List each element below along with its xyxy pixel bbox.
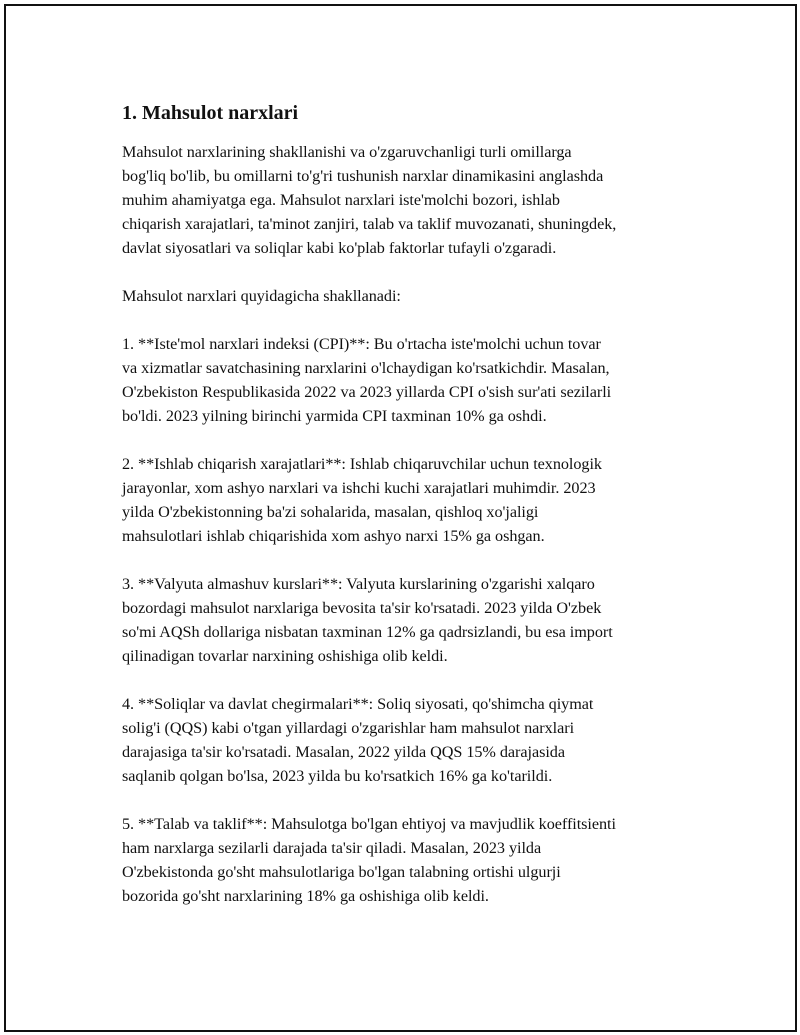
paragraph <box>122 284 702 308</box>
paragraph-line: Mahsulot narxlarining shakllanishi va o'zgaruvchanligi turli omillarga <box>122 143 572 161</box>
paragraph-line: mahsulotlari ishlab chiqarishida xom ashyo narxi 15% ga oshgan. <box>122 527 545 545</box>
paragraph-line: bo'ldi. 2023 yilning birinchi yarmida CPI taxminan 10% ga oshdi. <box>122 407 547 425</box>
paragraph-line: jarayonlar, xom ashyo narxlari va ishchi kuchi xarajatlari muhimdir. 2023 <box>122 479 596 497</box>
paragraph-line: saqlanib qolgan bo'lsa, 2023 yilda bu ko'rsatkich 16% ga ko'tarildi. <box>122 767 553 785</box>
document-body <box>122 99 702 932</box>
paragraph-list <box>122 140 702 908</box>
paragraph-line: solig'i (QQS) kabi o'tgan yillardagi o'zgarishlar ham mahsulot narxlari <box>122 719 575 737</box>
paragraph-line: 1. **Iste'mol narxlari indeksi (CPI)**: Bu o'rtacha iste'molchi uchun tovar <box>122 335 601 353</box>
paragraph <box>122 692 702 788</box>
paragraph-line: bozorida go'sht narxlarining 18% ga oshishiga olib keldi. <box>122 887 489 905</box>
paragraph <box>122 140 702 260</box>
paragraph-line: 4. **Soliqlar va davlat chegirmalari**: Soliq siyosati, qo'shimcha qiymat <box>122 695 594 713</box>
paragraph-line: 3. **Valyuta almashuv kurslari**: Valyuta kurslarining o'zgarishi xalqaro <box>122 575 595 593</box>
paragraph-line: yilda O'zbekistonning ba'zi sohalarida, masalan, qishloq xo'jaligi <box>122 503 539 521</box>
paragraph-line: va xizmatlar savatchasining narxlarini o'lchaydigan ko'rsatkichdir. Masalan, <box>122 359 610 377</box>
paragraph-line: qilinadigan tovarlar narxining oshishiga olib keldi. <box>122 647 448 665</box>
paragraph-line: chiqarish xarajatlari, ta'minot zanjiri, talab va taklif muvozanati, shuningdek, <box>122 215 617 233</box>
paragraph-line: Mahsulot narxlari quyidagicha shakllanadi: <box>122 287 401 305</box>
paragraph-line: 2. **Ishlab chiqarish xarajatlari**: Ishlab chiqaruvchilar uchun texnologik <box>122 455 602 473</box>
paragraph-line: ham narxlarga sezilarli darajada ta'sir qiladi. Masalan, 2023 yilda <box>122 839 542 857</box>
paragraph <box>122 572 702 668</box>
paragraph-line: so'mi AQSh dollariga nisbatan taxminan 12% ga qadrsizlandi, bu esa import <box>122 623 613 641</box>
paragraph <box>122 452 702 548</box>
paragraph-line: bog'liq bo'lib, bu omillarni to'g'ri tushunish narxlar dinamikasini anglashda <box>122 167 604 185</box>
section-heading: 1. Mahsulot narxlari <box>122 102 299 124</box>
paragraph-line: muhim ahamiyatga ega. Mahsulot narxlari iste'molchi bozori, ishlab <box>122 191 560 209</box>
paragraph <box>122 332 702 428</box>
paragraph-line: davlat siyosatlari va soliqlar kabi ko'plab faktorlar tufayli o'zgaradi. <box>122 239 557 257</box>
paragraph-line: bozordagi mahsulot narxlariga bevosita ta'sir ko'rsatadi. 2023 yilda O'zbek <box>122 599 602 617</box>
paragraph <box>122 812 702 908</box>
paragraph-line: O'zbekiston Respublikasida 2022 va 2023 yillarda CPI o'sish sur'ati sezilarli <box>122 383 612 401</box>
page-frame <box>4 4 797 1032</box>
paragraph-line: O'zbekistonda go'sht mahsulotlariga bo'lgan talabning ortishi ulgurji <box>122 863 561 881</box>
paragraph-line: darajasiga ta'sir ko'rsatadi. Masalan, 2022 yilda QQS 15% darajasida <box>122 743 565 761</box>
paragraph-line: 5. **Talab va taklif**: Mahsulotga bo'lgan ehtiyoj va mavjudlik koeffitsienti <box>122 815 616 833</box>
